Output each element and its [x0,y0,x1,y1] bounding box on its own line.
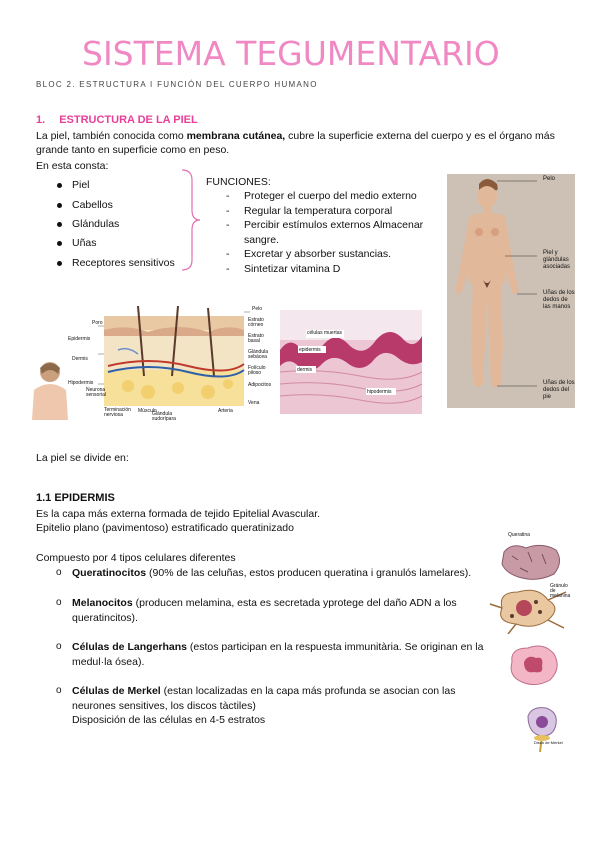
disposicion-text: Disposición de las células en 4-5 estratos [72,714,266,726]
figure-label: epidermis [299,347,321,353]
figure-label: Neurona sensorial [86,387,107,398]
epidermis-line: Epitelio plano (pavimentoso) estratificado queratinizado [36,522,294,534]
figure-label: Estrato basal [248,333,264,344]
figure-label: Queratina [508,532,530,538]
list-item: o Células de Langerhans (estos participan en la respuesta immunitària. Se originan en la medul·la ósea). [56,641,484,668]
section-title: ESTRUCTURA DE LA PIEL [59,114,198,126]
section-heading [36,114,198,126]
figure-label: Hipodermis [68,380,94,386]
figure-label: Pelo [543,176,556,182]
langerhans-figure [506,642,562,688]
intro-paragraph: La piel, también conocida como membrana cutánea, cubre la superficie externa del cuerpo y es el órgano más grande tanto en superficie como en peso. [36,130,555,156]
child-photo [30,360,70,420]
document-title: SISTEMA TEGUMENTARIO [82,34,500,73]
list-item: Glándulas [72,218,119,230]
figure-label: Uñas de los dedos de las manos [543,290,575,310]
list-item: Cabellos [72,199,113,211]
figure-label: células muertas [307,330,343,336]
list-item: - Sintetizar vitamina D [226,262,436,277]
figure-label: Epidermis [68,336,91,342]
list-item: Receptores sensitivos [72,257,175,269]
figure-label: Uñas de los dedos del pie [543,380,575,400]
figure-label: Pelo [252,306,263,312]
figure-label: Estrato córneo [248,317,264,328]
figure-label: Glándula sudorípara [152,411,176,422]
list-item: o Células de Merkel (estan localizadas en la capa más profunda se asocian con las neurones sensitives, los discos tàctiles) [56,685,456,712]
document-subtitle: BLOC 2. ESTRUCTURA I FUNCIÓN DEL CUERPO HUMANO [36,80,318,89]
list-item: Uñas [72,237,97,249]
figure-label: Folículo piloso [248,365,266,376]
figure-label: Piel y glándulas asociadas [543,250,571,270]
figure-label: Disco de Merkel [534,740,563,745]
figure-label: Vena [248,400,260,406]
list-item: o Queratinocitos (90% de las celuñas, estos producen queratina i granulós lamelares). [56,567,472,579]
list-item: - Proteger el cuerpo del medio externo [226,189,436,204]
histology-image [280,310,422,414]
figure-label: hipodermis [367,389,392,395]
consta-text: En esta consta: [36,160,109,172]
funciones-title: FUNCIONES: [206,176,271,188]
body-figure [447,174,575,408]
figure-label: Arteria [218,408,233,414]
funciones-list [226,189,436,276]
divide-text: La piel se divide en: [36,452,129,464]
components-list [72,179,192,279]
figure-label: Músculo [138,408,157,414]
skin-diagram [68,306,274,422]
merkel-figure [520,702,564,752]
melanocyte-figure [488,582,570,634]
list-item: o Melanocitos (producen melamina, esta es secretada yprotege del daño ADN a los queratincitos). [56,597,457,624]
figure-label: Terminación nerviosa [104,407,131,418]
list-item: - Percibir estímulos externos Almacenar sangre. [226,218,436,247]
figure-label: Gránulo de melanina [550,583,571,599]
curly-bracket [178,168,202,272]
figure-label: Adipocitos [248,382,272,388]
subsection-title: 1.1 EPIDERMIS [36,492,115,504]
figure-label: Dermis [72,356,88,362]
figure-label: Poro [92,320,103,326]
list-item: - Regular la temperatura corporal [226,204,436,219]
section-number: 1. [36,114,46,126]
intro-bold: membrana cutánea, [186,130,286,142]
figure-label: Glándula sebácea [248,349,269,360]
keratinocyte-figure [498,532,568,584]
compuesto-text: Compuesto por 4 tipos celulares diferentes [36,552,236,564]
epidermis-line: Es la capa más externa formada de tejido Epitelial Avascular. [36,508,321,520]
figure-label: dermis [297,367,313,373]
list-item: - Excretar y absorber sustancias. [226,247,436,262]
list-item: Piel [72,179,90,191]
